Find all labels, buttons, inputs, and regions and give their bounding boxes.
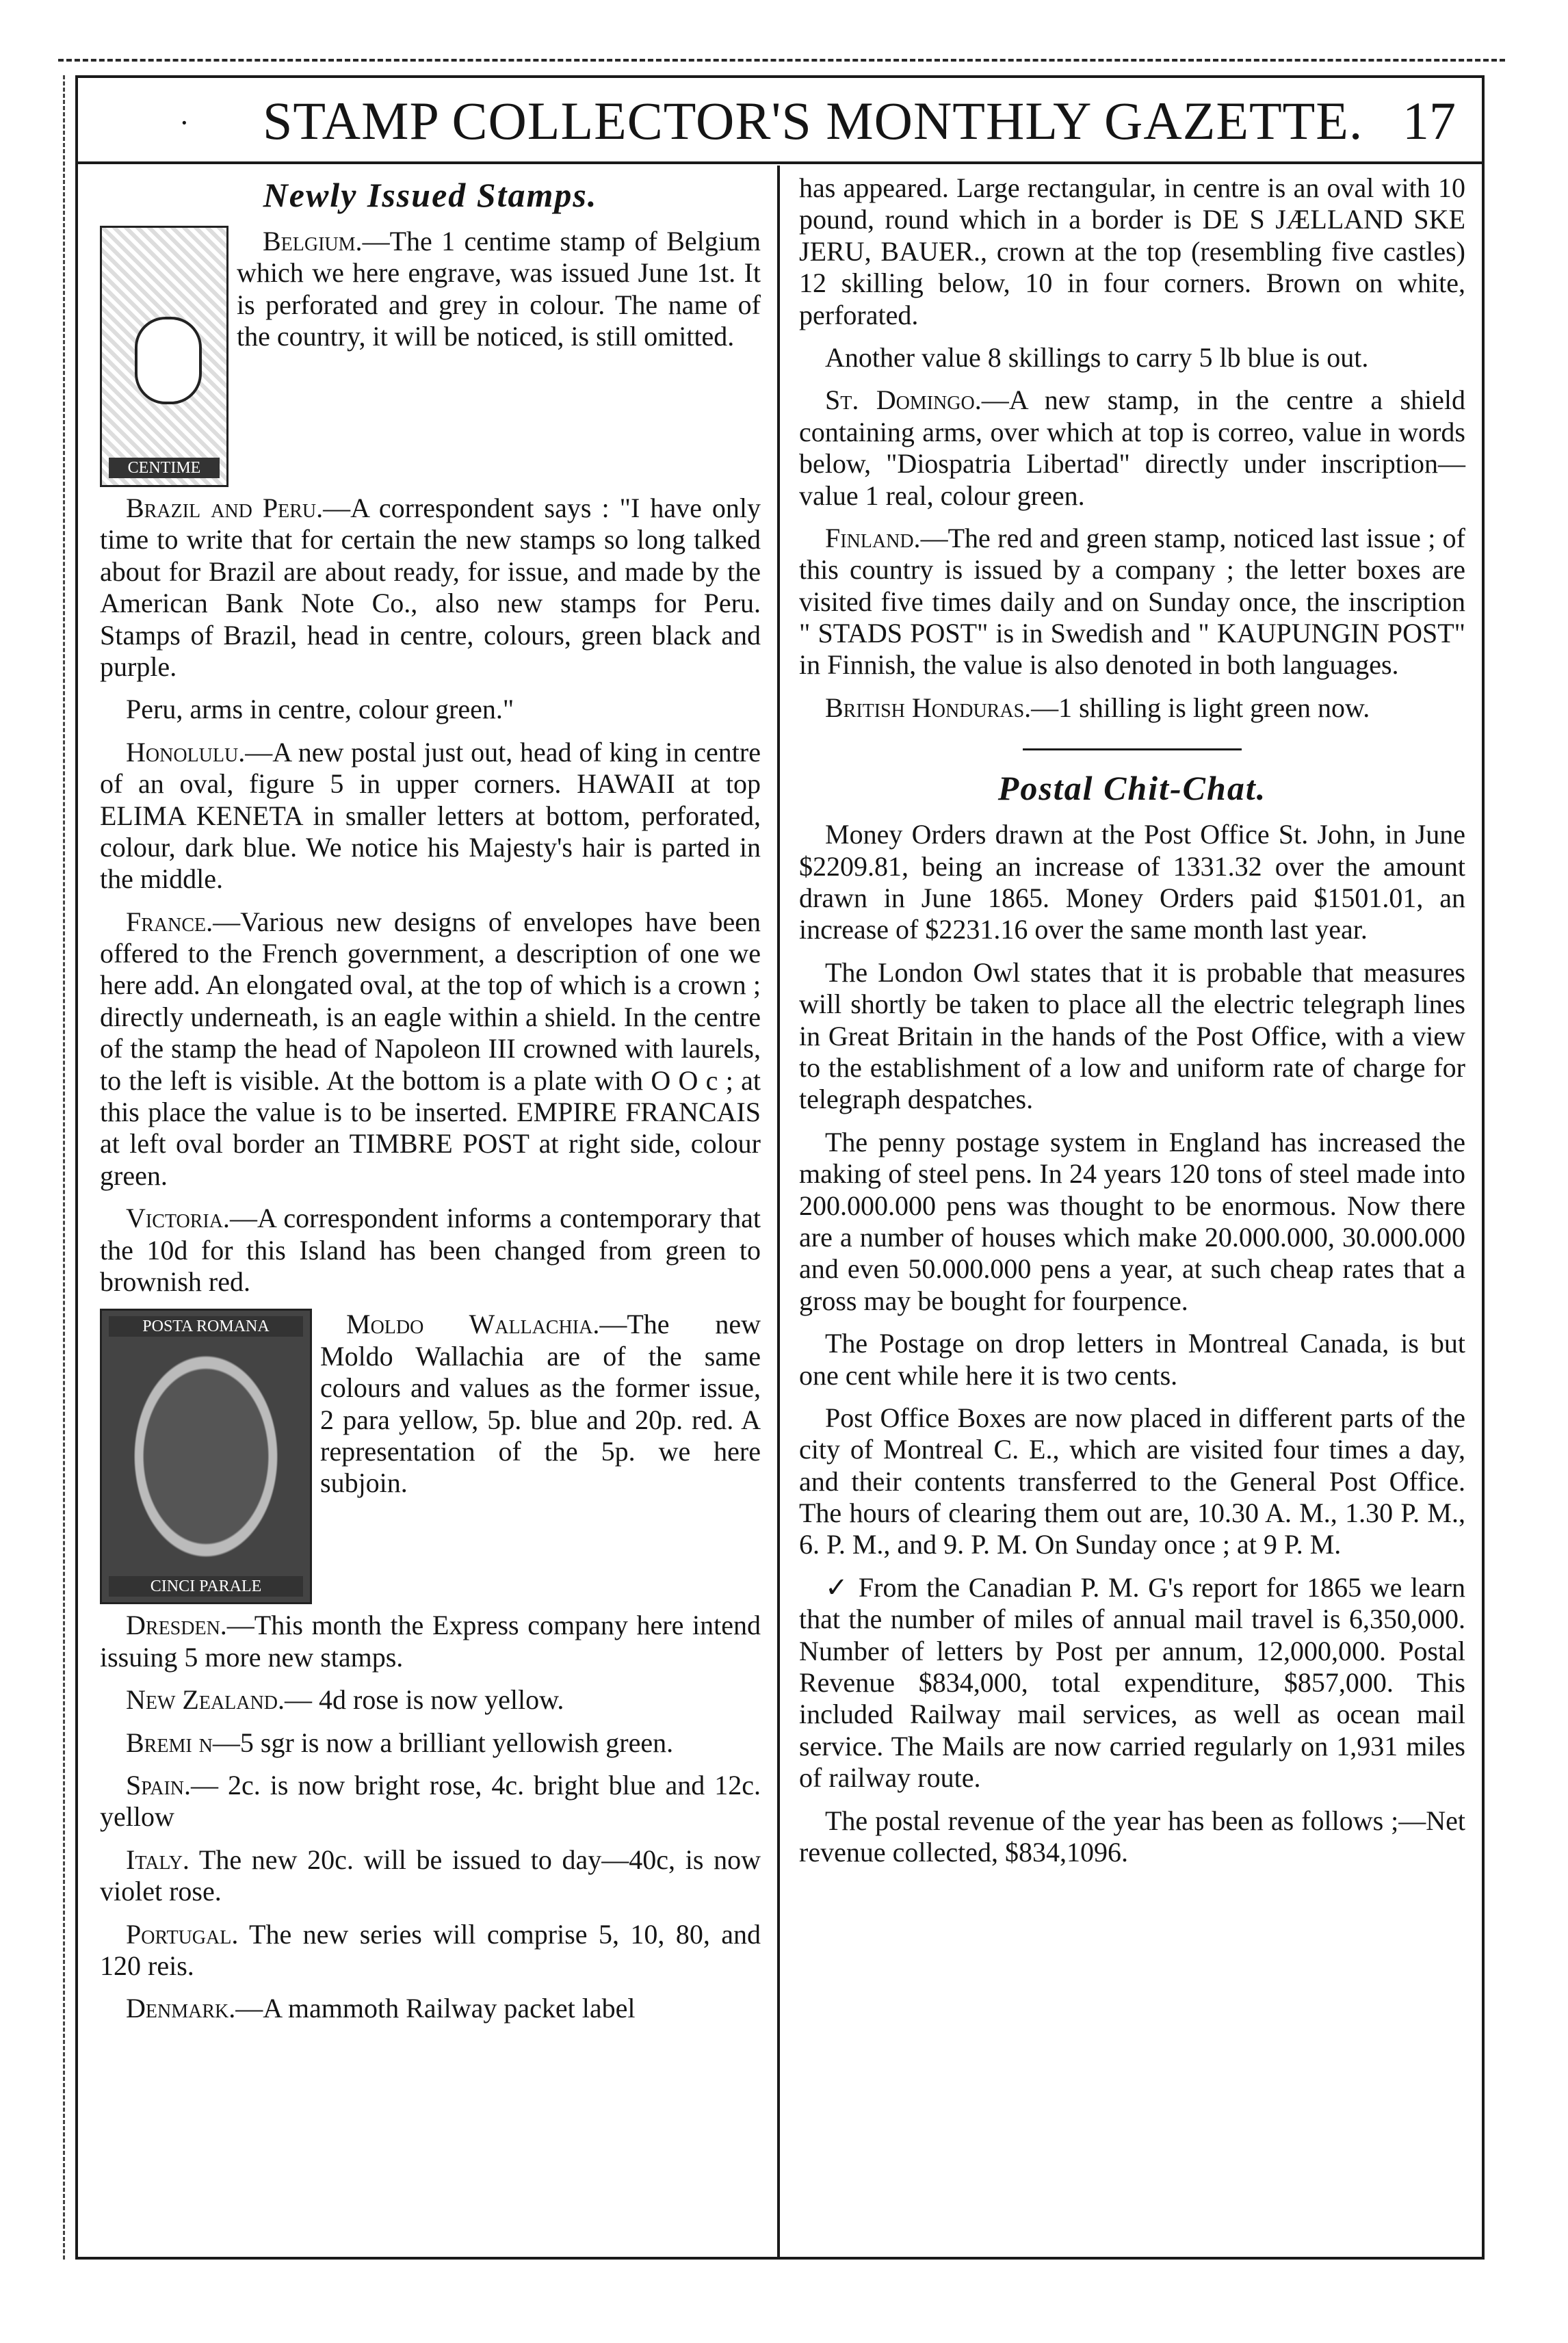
entry-head: Dresden. xyxy=(126,1610,227,1641)
para-montreal-postage: The Postage on drop letters in Montreal Canada, is but one cent while here it is two cents. xyxy=(799,1328,1465,1391)
entry-text: The new series will comprise 5, 10, 80, and 120 reis. xyxy=(100,1918,761,1981)
entry-head: Italy. xyxy=(126,1844,190,1875)
entry-head: St. Domingo. xyxy=(825,384,982,416)
entry-british-honduras xyxy=(799,692,1465,724)
entry-honolulu xyxy=(100,737,761,895)
entry-text: Peru, arms in centre, colour green." xyxy=(126,694,514,725)
entry-bremen xyxy=(100,1727,761,1759)
column-divider xyxy=(777,166,780,2257)
entry-denmark-value: Another value 8 skillings to carry 5 lb blue is out. xyxy=(825,341,1369,373)
moldo-stamp-bottom-label: CINCI PARALE xyxy=(109,1576,303,1597)
section-heading-newly-issued: Newly Issued Stamps. xyxy=(263,176,598,214)
entry-spain xyxy=(100,1770,761,1833)
moldo-stamp-top-label: POSTA ROMANA xyxy=(109,1316,303,1337)
entry-head: Brazil and Peru. xyxy=(126,493,324,523)
entry-text: — 4d rose is now yellow. xyxy=(284,1684,564,1716)
belgium-stamp-label: CENTIME xyxy=(109,458,220,478)
entry-text: —1 shilling is light green now. xyxy=(1031,692,1370,723)
entry-denmark-continued: has appeared. Large rectangular, in centre is an oval with 10 pound, round which in a border is DE S JÆLLAND SKE JERU, BAUER., crown at the top (resembling five castles) 12 skilling below, 10 in four corners. Brown on white, perforated. xyxy=(799,172,1465,330)
right-column xyxy=(799,172,1465,1879)
entry-text: —A correspondent says : "I have only time to write that for certain the new stamps so long talked about for Brazil are about ready, for issue, and made by the American Bank Note Co., also new stamps for Peru. Stamps of Brazil, head in centre, colours, green black and purple. xyxy=(100,493,761,682)
entry-head: Finland. xyxy=(825,522,921,553)
entry-st-domingo xyxy=(799,384,1465,512)
entry-text: —The 1 centime stamp of Belgium which we here engrave, was issued June 1st. It is perforated and grey in colour. The name of the country, it will be noticed, is still omitted. xyxy=(237,226,761,352)
para-pmg-report: ✓ From the Canadian P. M. G's report for 1865 we learn that the number of miles of annual mail travel is 6,350,000. Number of letters by Post per annum, 12,000,000. Postal Revenue $834,000, total expenditure, $857,000. This included Railway mail services, as well as ocean mail service. The Mails are now carried regularly on 1,931 miles of railway route. xyxy=(799,1571,1465,1794)
left-column xyxy=(100,172,761,2036)
page-frame xyxy=(75,75,1485,2260)
entry-france xyxy=(100,906,761,1192)
entry-denmark xyxy=(100,1993,761,2024)
entry-head: Moldo Wallachia. xyxy=(346,1309,600,1340)
entry-text: —A correspondent informs a contemporary that the 10d for this Island has been changed from green to brownish red. xyxy=(100,1203,761,1297)
belgium-stamp-image xyxy=(100,226,228,487)
entry-text: —5 sgr is now a brilliant yellowish green. xyxy=(212,1727,674,1758)
entry-victoria xyxy=(100,1203,761,1298)
entry-head: Victoria. xyxy=(126,1203,230,1234)
para-post-office-boxes: Post Office Boxes are now placed in different parts of the city of Montreal C. E., which are visited four times a day, and their contents transferred to the General Post Office. The hours of clearing them out are, 10.30 A. M., 1.30 P. M., 6. P. M., and 9. P. M. On Sunday once ; at 9 P. M. xyxy=(799,1402,1465,1560)
entry-peru xyxy=(100,694,761,725)
page-header xyxy=(78,82,1482,159)
section-heading-postal-chit-chat: Postal Chit-Chat. xyxy=(997,769,1267,808)
entry-text: —A mammoth Railway packet label xyxy=(235,1993,636,2024)
lion-emblem-icon xyxy=(135,317,202,404)
para-money-orders: Money Orders drawn at the Post Office St. John, in June $2209.81, being an increase of 1331.32 over the amount drawn in June 1865. Money Orders paid $1501.01, an increase of $2231.16 over the same month last year. xyxy=(799,819,1465,945)
entry-dresden xyxy=(100,1610,761,1673)
para-postal-revenue: The postal revenue of the year has been as follows ;—Net revenue collected, $834,1096. xyxy=(799,1805,1465,1868)
entry-italy xyxy=(100,1844,761,1908)
entry-text: —A new stamp, in the centre a shield containing arms, over which at top is correo, value in words below, "Diospatria Libertad" directly under inscription—value 1 real, colour green. xyxy=(799,384,1466,511)
entry-head: Honolulu. xyxy=(126,736,246,768)
entry-text: —Various new designs of envelopes have been offered to the French government, a description of one we here add. An elongated oval, at the top of which is a crown ; directly underneath, is an eagle within a shield. In the centre of the stamp the head of Napoleon III crowned with laurels, to the left is visible. At the bottom is a plate with O O c ; at this place the value is to be inserted. EMPIRE FRANCAIS at left oval border an TIMBRE POST at right side, colour green. xyxy=(100,906,761,1191)
entry-head: Spain. xyxy=(126,1769,192,1801)
entry-portugal xyxy=(100,1919,761,1982)
entry-text: — 2c. is now bright rose, 4c. bright blue and 12c. yellow xyxy=(100,1769,761,1833)
entry-head: France. xyxy=(126,906,213,937)
entry-head: New Zealand. xyxy=(126,1684,285,1716)
entry-text: —The new Moldo Wallachia are of the same colours and values as the former issue, 2 para yellow, 5p. blue and 20p. red. A representation of the 5p. we here subjoin. xyxy=(320,1309,761,1499)
entry-head: Belgium. xyxy=(263,226,363,257)
entry-text: The new 20c. will be issued to day—40c, is now violet rose. xyxy=(100,1844,761,1907)
page-number: 17 xyxy=(1402,91,1456,150)
section-divider-rule xyxy=(1023,748,1242,750)
top-dashed-rule xyxy=(58,59,1505,62)
header-dot: · xyxy=(179,106,190,140)
entry-finland xyxy=(799,523,1465,681)
moldo-wallachia-stamp-image xyxy=(100,1309,312,1604)
entry-head: Portugal. xyxy=(126,1918,239,1950)
entry-head: Denmark. xyxy=(126,1993,236,2024)
para-london-owl: The London Owl states that it is probable that measures will shortly be taken to place all the electric telegraph lines in Great Britain in the hands of the Post Office, with a view to the establishment of a low and uniform rate of charge for telegraph despatches. xyxy=(799,956,1465,1115)
entry-text: —A new postal just out, head of king in centre of an oval, figure 5 in upper corners. HAWAII at top ELIMA KENETA in smaller letters at bottom, perforated, colour, dark blue. We notice his Majesty's hair is parted in the middle. xyxy=(100,736,761,895)
outer-left-rule xyxy=(63,75,65,2260)
para-penny-postage: The penny postage system in England has increased the making of steel pens. In 24 years 120 tons of steel made into 200.000.000 pens was thought to be enormous. Now there are a number of houses which make 20.000.000, 30.000.000 and even 50.000.000 pens a year, at such cheap rates that a gross may be bought for fourpence. xyxy=(799,1126,1465,1316)
page-title: STAMP COLLECTOR'S MONTHLY GAZETTE. xyxy=(263,91,1363,150)
entry-head: Bremi n xyxy=(126,1727,213,1758)
entry-head: British Honduras. xyxy=(825,692,1032,723)
entry-brazil xyxy=(100,493,761,683)
entry-text: —This month the Express company here intend issuing 5 more new stamps. xyxy=(100,1610,761,1673)
entry-new-zealand xyxy=(100,1684,761,1716)
header-rule xyxy=(78,161,1482,164)
entry-text: —The red and green stamp, noticed last issue ; of this country is issued by a company ; the letter boxes are visited five times daily and on Sunday once, the inscription " STADS POST" is in Swedish and " KAUPUNGIN POST" in Finnish, the value is also denoted in both languages. xyxy=(799,522,1465,681)
